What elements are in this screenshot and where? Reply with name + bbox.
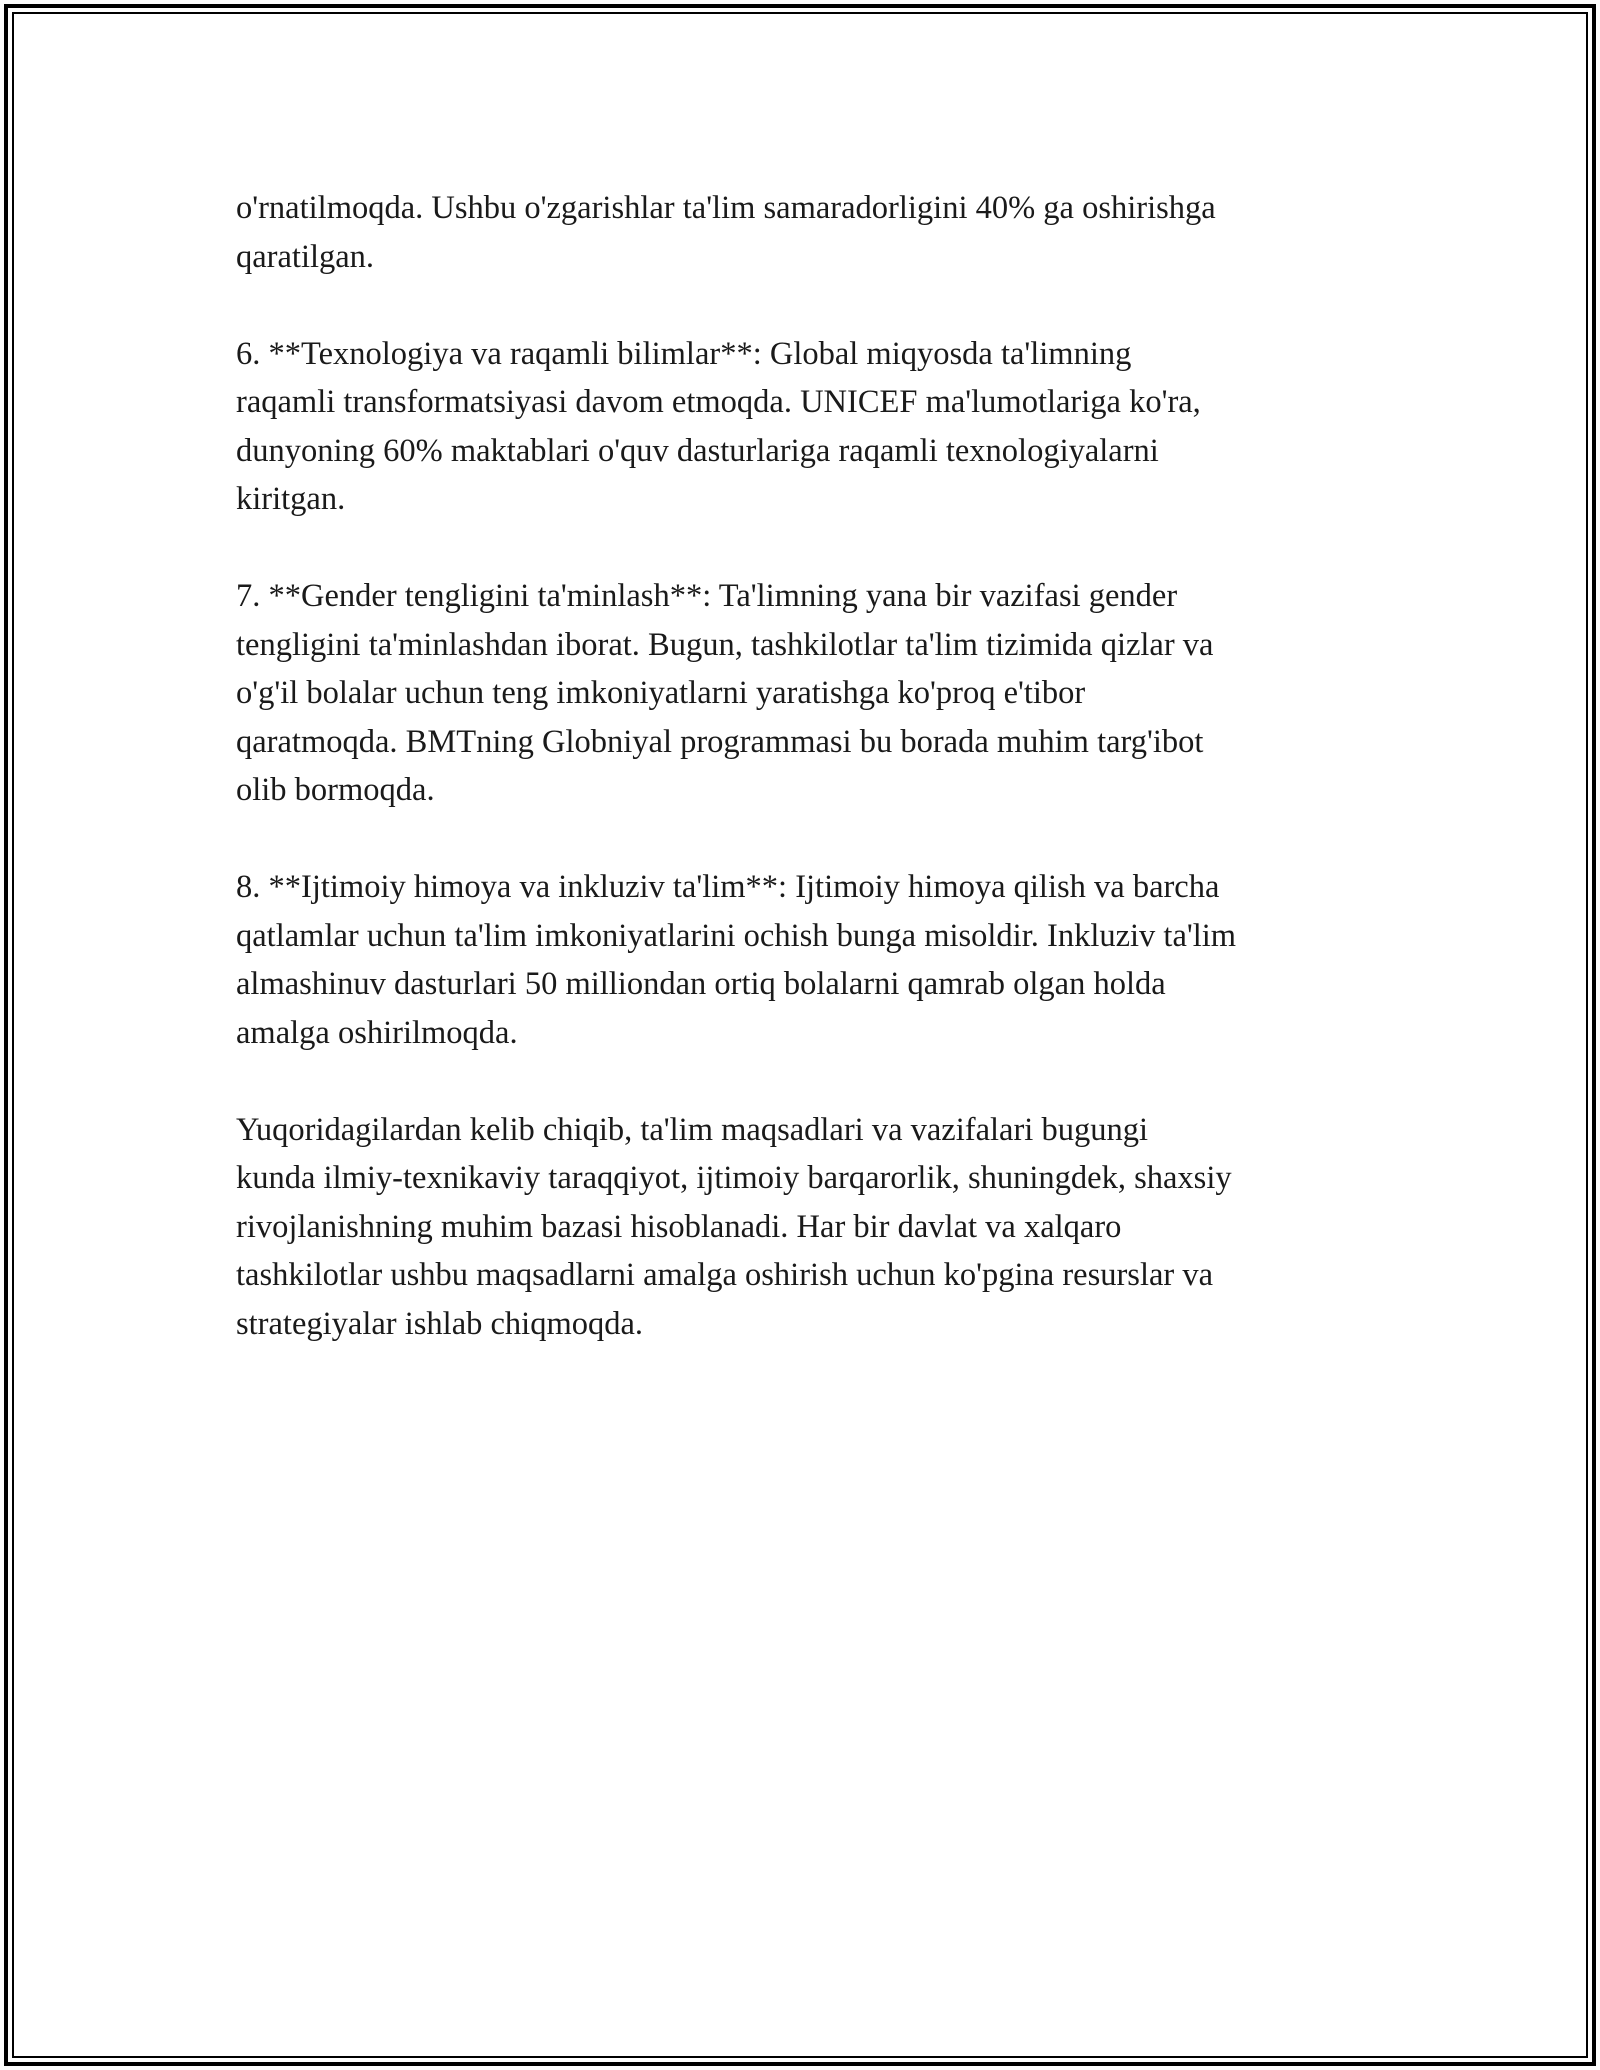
paragraph-continuation: o'rnatilmoqda. Ushbu o'zgarishlar ta'lim samaradorligini 40% ga oshirishga qaratilgan. xyxy=(236,190,1216,275)
paragraph-conclusion: Yuqoridagilardan kelib chiqib, ta'lim maqsadlari va vazifalari bugungi kunda ilmiy-texnikaviy taraqqiyot, ijtimoiy barqarorlik, shuningdek, shaxsiy rivojlanishning muhim bazasi hisoblanadi. Har bir davlat va xalqaro tashkilotlar ushbu maqsadlarni amalga oshirish uchun ko'pgina resurslar va strategiyalar ishlab chiqmoqda. xyxy=(236,1111,1232,1342)
document-body xyxy=(236,184,1376,1397)
paragraph-item-7: 7. **Gender tengligini ta'minlash**: Ta'limning yana bir vazifasi gender tengligini ta'minlashdan iborat. Bugun, tashkilotlar ta'lim tizimida qizlar va o'g'il bolalar uchun teng imkoniyatlarni yaratishga ko'proq e'tibor qaratmoqda. BMTning Globniyal programmasi bu borada muhim targ'ibot olib bormoqda. xyxy=(236,578,1214,808)
paragraph-item-8: 8. **Ijtimoiy himoya va inkluziv ta'lim**: Ijtimoiy himoya qilish va barcha qatlamlar uchun ta'lim imkoniyatlarini ochish bunga misoldir. Inkluziv ta'lim almashinuv dasturlari 50 milliondan ortiq bolalarni qamrab olgan holda amalga oshirilmoqda. xyxy=(236,869,1237,1051)
paragraph-item-6: 6. **Texnologiya va raqamli bilimlar**: Global miqyosda ta'limning raqamli transformatsiyasi davom etmoqda. UNICEF ma'lumotlariga ko'ra, dunyoning 60% maktablari o'quv dasturlariga raqamli texnologiyalarni kiritgan. xyxy=(236,335,1201,517)
